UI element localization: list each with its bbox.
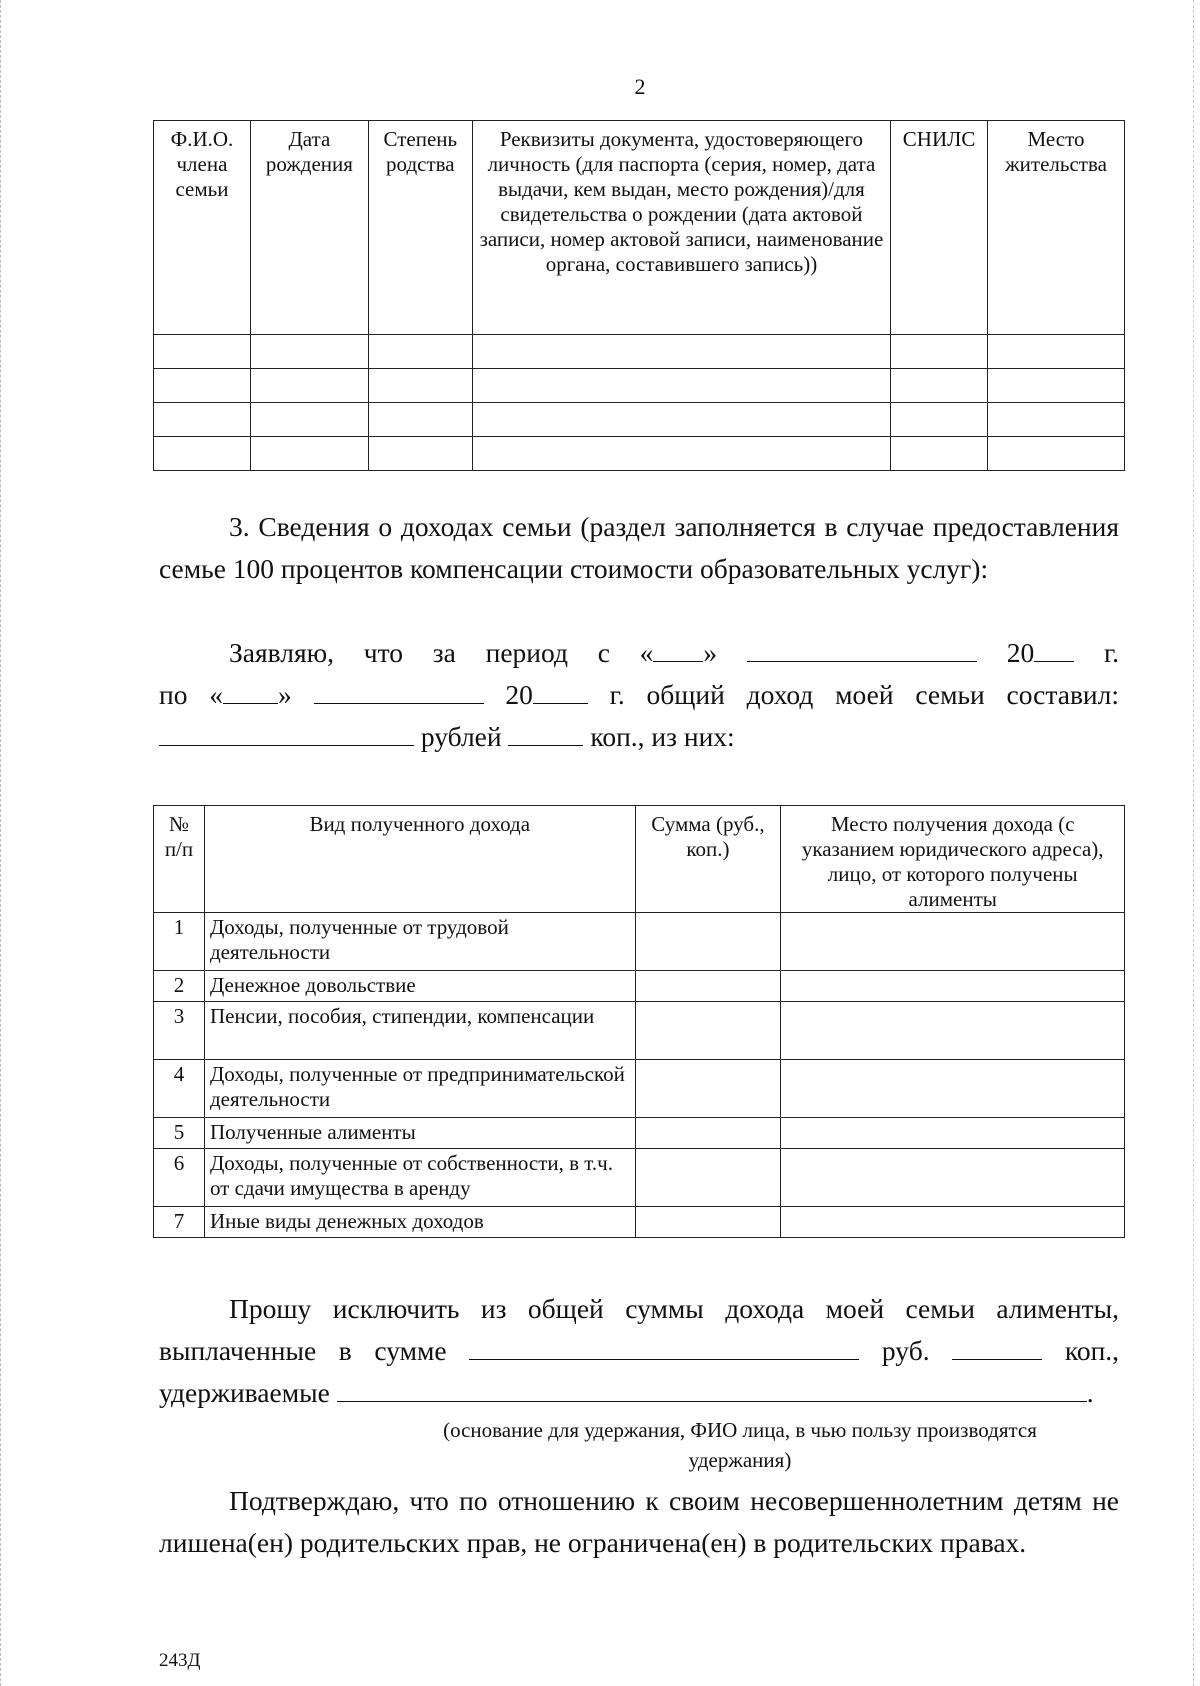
cell[interactable]: [250, 403, 368, 437]
source-cell[interactable]: [781, 1002, 1125, 1060]
table-row: [154, 1118, 1125, 1149]
table-row: [154, 1002, 1125, 1060]
year-to-blank[interactable]: [533, 679, 588, 704]
cell[interactable]: [891, 437, 988, 471]
confirmation-paragraph: Подтверждаю, что по отношению к своим несовершеннолетним детям не лишена(ен) родительских прав, не ограничена(ен) в родительских правах.: [159, 1485, 1119, 1558]
declare-text: 20: [1006, 637, 1035, 668]
table-row: [154, 369, 1125, 403]
declare-line-2: [159, 674, 1119, 716]
table-header-row: [154, 121, 1125, 335]
amount-cell[interactable]: [635, 1060, 781, 1118]
section3-heading: 3. Сведения о доходах семьи (раздел заполняется в случае предоставления семье 100 процентов компенсации стоимости образовательных услуг):: [159, 511, 1119, 584]
amount-cell[interactable]: [635, 971, 781, 1002]
table-row: [154, 1060, 1125, 1118]
page-number: 2: [634, 74, 646, 99]
table-header-row: [154, 806, 1125, 913]
header-birth-date: Дата рождения: [250, 121, 368, 335]
alimony-line-1: Прошу исключить из общей суммы дохода моей семьи алименты,: [229, 1293, 1119, 1324]
source-cell[interactable]: [781, 971, 1125, 1002]
header-relation: Степень родства: [368, 121, 472, 335]
amount-cell[interactable]: [635, 913, 781, 971]
header-snils: СНИЛС: [891, 121, 988, 335]
income-type: Иные виды денежных доходов: [204, 1207, 635, 1238]
cell[interactable]: [472, 403, 890, 437]
row-number: 5: [154, 1118, 205, 1149]
family-members-table: [153, 120, 1125, 471]
alimony-kopecks-blank[interactable]: [952, 1335, 1042, 1360]
source-cell[interactable]: [781, 913, 1125, 971]
declare-line-3: [159, 716, 1119, 758]
declare-text: 20: [505, 679, 533, 710]
cell[interactable]: [154, 369, 251, 403]
month-to-blank[interactable]: [314, 679, 484, 704]
source-cell[interactable]: [781, 1118, 1125, 1149]
scan-edge-left: [0, 0, 4, 1686]
income-type: Полученные алименты: [204, 1118, 635, 1149]
income-table: [153, 805, 1125, 1238]
income-type: Доходы, полученные от собственности, в т.ч. от сдачи имущества в аренду: [204, 1149, 635, 1207]
header-document: Реквизиты документа, удостоверяющего личность (для паспорта (серия, номер, дата выдачи, кем выдан, место рождения)/для свидетельства о рождении (дата актовой записи, номер актовой записи, наименование органа, составившего запись)): [472, 121, 890, 335]
source-cell[interactable]: [781, 1149, 1125, 1207]
table-row: [154, 1149, 1125, 1207]
header-residence: Место жительства: [988, 121, 1125, 335]
income-type: Доходы, полученные от трудовой деятельности: [204, 913, 635, 971]
cell[interactable]: [368, 335, 472, 369]
row-number: 3: [154, 1002, 205, 1060]
cell[interactable]: [891, 369, 988, 403]
cell[interactable]: [154, 403, 251, 437]
declare-text: по «: [159, 679, 224, 710]
declare-text: г. общий доход моей семьи составил:: [609, 679, 1120, 710]
header-number: № п/п: [154, 806, 205, 913]
cell[interactable]: [988, 369, 1125, 403]
cell[interactable]: [154, 437, 251, 471]
cell[interactable]: [250, 437, 368, 471]
alimony-text: коп.,: [1064, 1335, 1120, 1366]
alimony-text: удерживаемые: [159, 1377, 330, 1408]
withholding-basis-blank[interactable]: [337, 1377, 1087, 1402]
table-row: [154, 913, 1125, 971]
declare-line-1: [159, 632, 1119, 674]
table-row: [154, 437, 1125, 471]
source-cell[interactable]: [781, 1060, 1125, 1118]
day-to-blank[interactable]: [223, 679, 278, 704]
alimony-text: .: [1086, 1377, 1094, 1408]
alimony-line-3: [159, 1372, 1119, 1414]
cell[interactable]: [891, 403, 988, 437]
document-code: 243Д: [159, 1650, 201, 1671]
cell[interactable]: [988, 335, 1125, 369]
withholding-note: (основание для удержания, ФИО лица, в чью пользу производятся удержания): [443, 1418, 1037, 1472]
cell[interactable]: [368, 437, 472, 471]
declare-text: »: [278, 679, 292, 710]
year-from-blank[interactable]: [1034, 637, 1074, 662]
kopecks-blank[interactable]: [508, 721, 583, 746]
declare-text: г.: [1103, 637, 1120, 668]
cell[interactable]: [472, 335, 890, 369]
month-from-blank[interactable]: [747, 637, 977, 662]
cell[interactable]: [250, 335, 368, 369]
rubles-blank[interactable]: [159, 721, 414, 746]
declare-text: Заявляю, что за период с «: [229, 637, 654, 668]
table-row: [154, 403, 1125, 437]
cell[interactable]: [891, 335, 988, 369]
cell[interactable]: [988, 403, 1125, 437]
cell[interactable]: [368, 403, 472, 437]
amount-cell[interactable]: [635, 1118, 781, 1149]
header-amount: Сумма (руб., коп.): [635, 806, 781, 913]
cell[interactable]: [472, 369, 890, 403]
day-from-blank[interactable]: [653, 637, 703, 662]
cell[interactable]: [368, 369, 472, 403]
cell[interactable]: [472, 437, 890, 471]
scan-edge-right: [1190, 0, 1194, 1686]
header-income-source: Место получения дохода (с указанием юридического адреса), лицо, от которого получены алименты: [781, 806, 1125, 913]
header-income-type: Вид полученного дохода: [204, 806, 635, 913]
amount-cell[interactable]: [635, 1002, 781, 1060]
declare-text: рублей: [420, 721, 502, 752]
row-number: 6: [154, 1149, 205, 1207]
table-row: [154, 335, 1125, 369]
amount-cell[interactable]: [635, 1149, 781, 1207]
cell[interactable]: [250, 369, 368, 403]
cell[interactable]: [988, 437, 1125, 471]
alimony-line-2: [159, 1330, 1119, 1372]
table-row: [154, 971, 1125, 1002]
table-row: [154, 1207, 1125, 1238]
row-number: 1: [154, 913, 205, 971]
declare-text: коп., из них:: [590, 721, 735, 752]
alimony-text: руб.: [881, 1335, 930, 1366]
row-number: 4: [154, 1060, 205, 1118]
income-type: Доходы, полученные от предпринимательской деятельности: [204, 1060, 635, 1118]
header-fio: Ф.И.О. члена семьи: [154, 121, 251, 335]
income-type: Пенсии, пособия, стипендии, компенсации: [204, 1002, 635, 1060]
alimony-text: выплаченные в сумме: [159, 1335, 447, 1366]
income-type: Денежное довольствие: [204, 971, 635, 1002]
cell[interactable]: [154, 335, 251, 369]
source-cell[interactable]: [781, 1207, 1125, 1238]
amount-cell[interactable]: [635, 1207, 781, 1238]
declare-text: »: [703, 637, 718, 668]
row-number: 2: [154, 971, 205, 1002]
alimony-rubles-blank[interactable]: [469, 1335, 859, 1360]
row-number: 7: [154, 1207, 205, 1238]
